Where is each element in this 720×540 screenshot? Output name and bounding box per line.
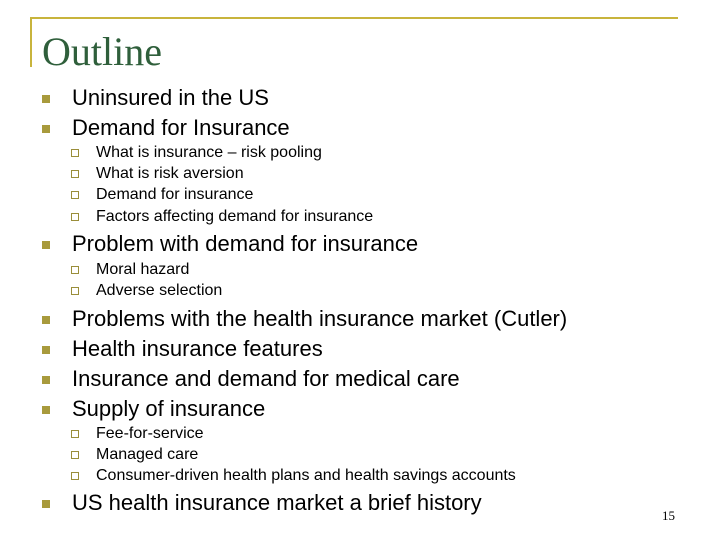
bullet-item: Supply of insurance bbox=[72, 396, 266, 421]
bullet-item: Demand for Insurance bbox=[72, 115, 290, 140]
bullet-item: Uninsured in the US bbox=[72, 85, 269, 110]
bullet-square-icon bbox=[42, 500, 50, 508]
sub-bullet-square-icon bbox=[71, 149, 79, 157]
sub-bullet-square-icon bbox=[71, 451, 79, 459]
sub-bullet-item: Demand for insurance bbox=[96, 186, 254, 203]
bullet-square-icon bbox=[42, 95, 50, 103]
frame-top-rule bbox=[30, 17, 678, 19]
bullet-item: Problems with the health insurance market (Cutler) bbox=[72, 306, 568, 331]
bullet-item: US health insurance market a brief history bbox=[72, 490, 482, 515]
sub-bullet-square-icon bbox=[71, 287, 79, 295]
sub-bullet-item: What is insurance – risk pooling bbox=[96, 144, 322, 161]
sub-bullet-item: Consumer-driven health plans and health savings accounts bbox=[96, 467, 516, 484]
bullet-square-icon bbox=[42, 346, 50, 354]
sub-bullet-square-icon bbox=[71, 472, 79, 480]
bullet-item: Insurance and demand for medical care bbox=[72, 366, 460, 391]
bullet-square-icon bbox=[42, 125, 50, 133]
sub-bullet-item: Adverse selection bbox=[96, 282, 223, 299]
bullet-square-icon bbox=[42, 316, 50, 324]
bullet-item: Problem with demand for insurance bbox=[72, 231, 419, 256]
bullet-square-icon bbox=[42, 241, 50, 249]
sub-bullet-square-icon bbox=[71, 170, 79, 178]
frame-left-rule bbox=[30, 17, 32, 67]
sub-bullet-square-icon bbox=[71, 191, 79, 199]
sub-bullet-square-icon bbox=[71, 213, 79, 221]
sub-bullet-square-icon bbox=[71, 430, 79, 438]
bullet-square-icon bbox=[42, 376, 50, 384]
sub-bullet-item: Factors affecting demand for insurance bbox=[96, 208, 374, 225]
bullet-item: Health insurance features bbox=[72, 336, 323, 361]
page-number: 15 bbox=[662, 508, 675, 523]
bullet-square-icon bbox=[42, 406, 50, 414]
slide-title: Outline bbox=[42, 29, 162, 74]
sub-bullet-item: Moral hazard bbox=[96, 261, 190, 278]
sub-bullet-item: Managed care bbox=[96, 446, 199, 463]
sub-bullet-square-icon bbox=[71, 266, 79, 274]
sub-bullet-item: Fee-for-service bbox=[96, 425, 204, 442]
sub-bullet-item: What is risk aversion bbox=[96, 165, 244, 182]
